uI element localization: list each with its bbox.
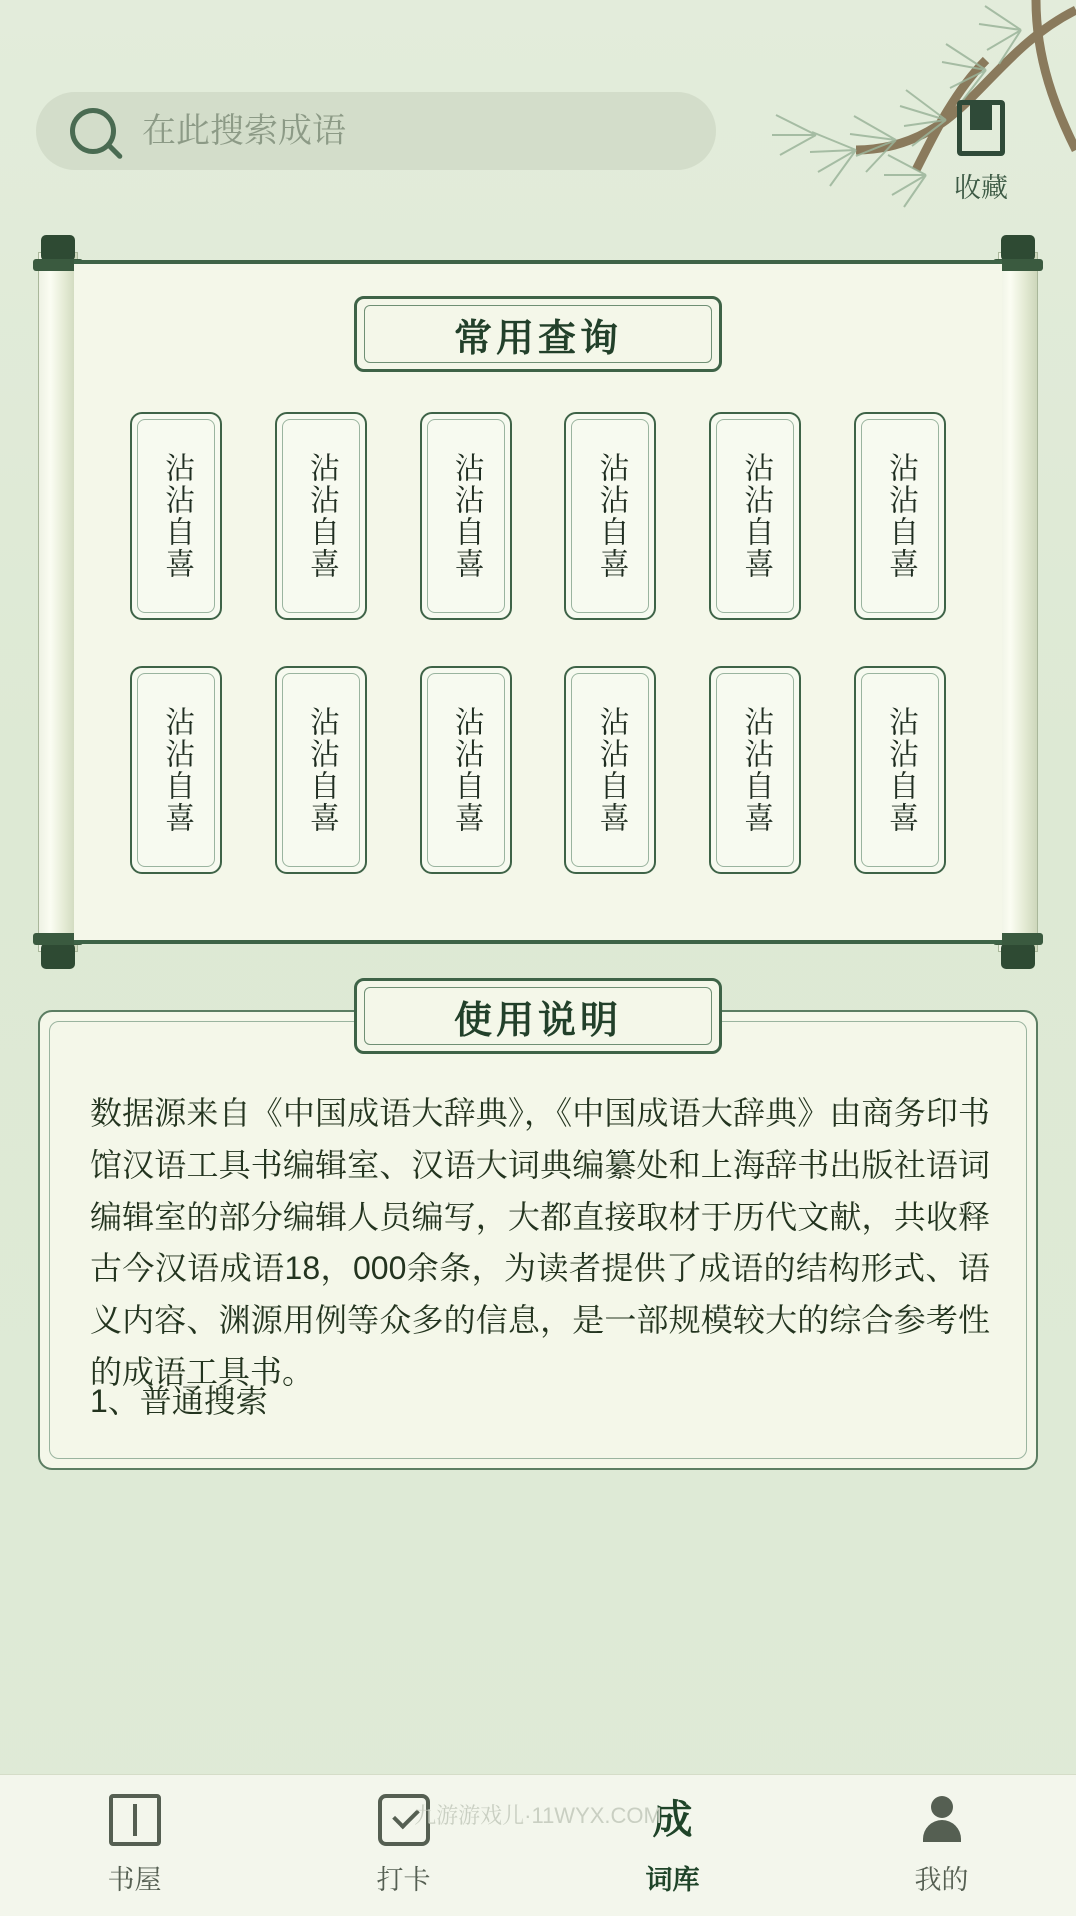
book-icon [109,1794,161,1846]
usage-title [354,978,722,1054]
usage-instructions-card [38,1010,1038,1470]
scroll-rod-left [38,252,78,952]
common-query-title [354,296,722,372]
scroll-cap-bottom-left [41,943,75,969]
common-query-scroll-panel [28,252,1048,952]
idiom-tile-label: 沾沾自喜 [449,706,483,834]
idiom-tile-label: 沾沾自喜 [160,452,194,580]
tab-profile-label: 我的 [914,1865,969,1895]
idiom-tile[interactable] [420,666,512,874]
watermark: 九游游戏儿·11WYX.COM [414,1803,662,1828]
tab-checkin-label: 打卡 [376,1865,431,1895]
tab-profile[interactable] [807,1775,1076,1916]
idiom-tile[interactable] [564,412,656,620]
cheng-character-icon: 成 [652,1798,693,1842]
idiom-tile-label: 沾沾自喜 [594,452,628,580]
idiom-tile-label: 沾沾自喜 [884,452,918,580]
idiom-tile[interactable] [854,666,946,874]
idiom-tile-grid [130,412,946,874]
usage-title-text: 使用说明 [453,999,622,1042]
common-query-title-text: 常用查询 [453,317,622,360]
favorites-label: 收藏 [954,173,1008,203]
idiom-tile-label: 沾沾自喜 [304,452,338,580]
idiom-tile-label: 沾沾自喜 [884,706,918,834]
search-icon [70,108,116,154]
top-bar [0,92,1076,202]
idiom-tile[interactable] [854,412,946,620]
idiom-tile-label: 沾沾自喜 [449,452,483,580]
idiom-tile-label: 沾沾自喜 [739,452,773,580]
bookmark-icon [957,100,1005,156]
idiom-tile-row [130,412,946,620]
idiom-tile[interactable] [130,412,222,620]
idiom-tile-label: 沾沾自喜 [160,706,194,834]
search-bar[interactable] [36,92,716,170]
tab-lexicon-label: 词库 [645,1865,700,1895]
idiom-tile-label: 沾沾自喜 [304,706,338,834]
idiom-tile-row [130,666,946,874]
idiom-tile[interactable] [709,666,801,874]
bottom-tab-bar [0,1774,1076,1916]
idiom-tile[interactable] [564,666,656,874]
tab-checkin[interactable] [269,1775,538,1916]
scroll-rod-right [998,252,1038,952]
scroll-paper [74,260,1002,944]
scroll-cap-top-right [1001,235,1035,261]
idiom-tile[interactable] [275,412,367,620]
person-icon [916,1794,968,1846]
scroll-cap-top-left [41,235,75,261]
favorites-button[interactable] [926,100,1036,205]
idiom-tile-label: 沾沾自喜 [594,706,628,834]
idiom-tile[interactable] [275,666,367,874]
tab-bookstore-label: 书屋 [107,1865,162,1895]
idiom-tile[interactable] [420,412,512,620]
idiom-tile[interactable] [709,412,801,620]
tab-bookstore[interactable] [0,1775,269,1916]
idiom-tile[interactable] [130,666,222,874]
check-square-icon [378,1794,430,1846]
scroll-cap-bottom-right [1001,943,1035,969]
tab-lexicon[interactable] [538,1775,807,1916]
search-input[interactable] [142,112,662,151]
usage-instructions-subheading: 1、普通搜索 [90,1383,268,1419]
usage-instructions-paragraph: 数据源来自《中国成语大辞典》，《中国成语大辞典》由商务印书馆汉语工具书编辑室、汉语大词典编纂处和上海辞书出版社语词编辑室的部分编辑人员编写，大都直接取材于历代文献，共收释古今汉语成语18，000余条，为读者提供了成语的结构形式、语义内容、渊源用例等众多的信息，是一部规模较大的综合参考性的成语工具书。 [90,1095,990,1391]
idiom-tile-label: 沾沾自喜 [739,706,773,834]
